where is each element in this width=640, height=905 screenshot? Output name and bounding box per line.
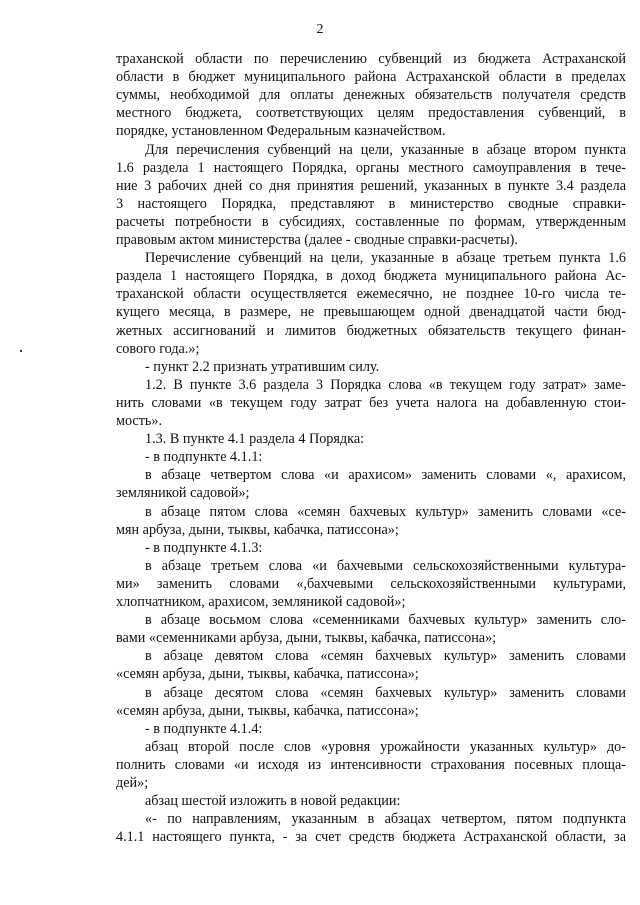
text-line: дей»; bbox=[116, 775, 149, 791]
text-line: - в подпункте 4.1.3: bbox=[145, 539, 263, 556]
text-line: земляникой садовой»; bbox=[116, 485, 250, 502]
text-line: 1.6 раздела 1 настоящего Порядка, органы местного самоуправления в тече- bbox=[116, 159, 626, 176]
text-line: кущего месяца, в размере, не превышающем одной двенадцатой части бюд- bbox=[116, 304, 626, 321]
text-line: 1.3. В пункте 4.1 раздела 4 Порядка: bbox=[145, 431, 365, 448]
text-line: порядке, установленном Федеральным казначейством. bbox=[116, 123, 446, 140]
text-line: - в подпункте 4.1.1: bbox=[145, 449, 263, 466]
text-line: местного бюджета, соответствующих целям предоставления субвенций, в bbox=[116, 105, 626, 122]
text-line: вами «семенниками арбуза, дыни, тыквы, кабачка, патиссона»; bbox=[116, 630, 497, 647]
text-line: абзац шестой изложить в новой редакции: bbox=[145, 793, 401, 810]
text-line: Перечисление субвенций на цели, указанные в абзаце третьем пункта 1.6 bbox=[145, 250, 626, 267]
text-line: траханской области по перечислению субвенций из бюджета Астраханской bbox=[116, 51, 626, 67]
text-line: ми» заменить словами «,бахчевыми сельскохозяйственными культурами, bbox=[116, 575, 626, 592]
margin-speck bbox=[20, 350, 22, 352]
text-line: области в бюджет муниципального района Астраханской области в пределах bbox=[116, 69, 626, 86]
text-line: «семян арбуза, дыни, тыквы, кабачка, патиссона»; bbox=[116, 702, 419, 719]
page-number: 2 bbox=[316, 22, 324, 37]
text-line: нить словами «в текущем году затрат без учета налога на добавленную стои- bbox=[116, 394, 626, 411]
text-line: в абзаце девятом слова «семян бахчевых культур» заменить словами bbox=[145, 648, 626, 665]
text-line: в абзаце десятом слова «семян бахчевых культур» заменить словами bbox=[145, 684, 626, 701]
text-line: в абзаце восьмом слова «семенниками бахчевых культур» заменить сло- bbox=[145, 612, 626, 629]
text-line: - в подпункте 4.1.4: bbox=[145, 720, 263, 737]
text-line: в абзаце пятом слова «семян бахчевых культур» заменить словами «се- bbox=[145, 503, 626, 520]
text-line: 1.2. В пункте 3.6 раздела 3 Порядка слова «в текущем году затрат» заме- bbox=[145, 376, 626, 393]
text-line: хлопчатником, арахисом, земляникой садовой»; bbox=[116, 594, 406, 610]
text-line: Для перечисления субвенций на цели, указанные в абзаце втором пункта bbox=[145, 141, 626, 158]
text-line: траханской области осуществляется ежемесячно, не позднее 10-го числа те- bbox=[116, 286, 626, 303]
text-line: суммы, необходимой для оплаты денежных обязательств получателя средств bbox=[116, 87, 626, 104]
text-line: правовым актом министерства (далее - сводные справки-расчеты). bbox=[116, 232, 518, 248]
text-line: расчеты потребности в субсидиях, составленные по формам, утвержденным bbox=[116, 213, 626, 230]
text-line: жетных ассигнований и лимитов бюджетных обязательств текущего финан- bbox=[116, 322, 626, 339]
text-line: «- по направлениям, указанным в абзацах четвертом, пятом подпункта bbox=[145, 811, 626, 828]
text-line: абзац второй после слов «уровня урожайности указанных культур» до- bbox=[145, 738, 626, 755]
text-line: в абзаце третьем слова «и бахчевыми сельскохозяйственными культура- bbox=[145, 557, 626, 574]
text-line: сового года.»; bbox=[116, 340, 200, 357]
text-line: в абзаце четвертом слова «и арахисом» заменить словами «, арахисом, bbox=[145, 467, 626, 484]
text-line: 4.1.1 настоящего пункта, - за счет средств бюджета Астраханской области, за bbox=[116, 829, 626, 846]
text-line: мость». bbox=[116, 413, 163, 429]
text-line: - пункт 2.2 признать утратившим силу. bbox=[145, 358, 380, 375]
text-line: раздела 1 настоящего Порядка, в доход бюджета муниципального района Ас- bbox=[116, 268, 626, 285]
text-line: 3 настоящего Порядка, представляют в министерство сводные справки- bbox=[116, 195, 626, 212]
text-line: полнить словами «и исходя из интенсивности страхования посевных площа- bbox=[116, 756, 626, 773]
text-line: «семян арбуза, дыни, тыквы, кабачка, патиссона»; bbox=[116, 666, 419, 683]
text-line: ние 3 рабочих дней со дня принятия решений, указанных в пункте 3.4 раздела bbox=[116, 177, 626, 194]
text-line: мян арбуза, дыни, тыквы, кабачка, патиссона»; bbox=[116, 521, 399, 538]
